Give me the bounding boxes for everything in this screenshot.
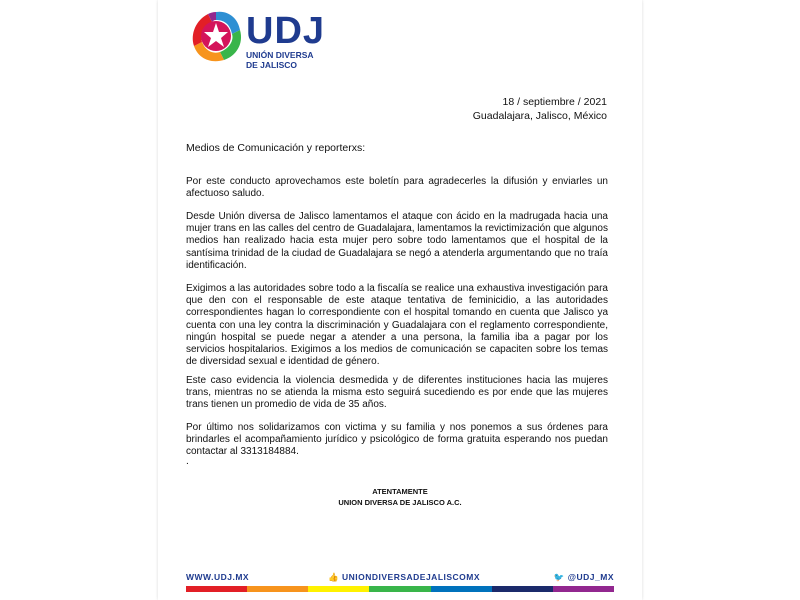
- paragraph-5: [186, 422, 608, 459]
- paragraph-text: Exigimos a las autoridades sobre todo a la fiscalía se realice una exhaustiva investigación para que den con el responsable de este ataque tentativa de feminicidio, a las autoridades correspondientes hagan lo correspondiente con el hospital tomando en cuenta que Jalisco ya cuenta con una ley contra la discriminación y Guadalajara con el reglamento correspondiente, ningún hospital se puede negar a atender a una persona, la familia iba a pagar por los servicios hospitalarios. Exigimos a los medios de comunicación se capaciten sobre los temas de diversidad sexual e identidad de género.: [186, 283, 608, 368]
- paragraph-3: [186, 283, 608, 368]
- closing: ATENTAMENTE: [372, 487, 428, 496]
- paragraph-text: Por este conducto aprovechamos este boletín para agradecerles la difusión y enviarles un afectuoso saludo.: [186, 176, 608, 200]
- rainbow-stripe: [186, 586, 247, 592]
- rainbow-stripe: [431, 586, 492, 592]
- paragraph-text: Desde Unión diversa de Jalisco lamentamos el ataque con ácido en la madrugada hacia una mujer trans en las calles del centro de Guadalajara, lamentamos la revictimización que algunos medios han realizado hacia esta mujer pero sobre todo lamentamos que el hospital de la santísima trinidad de la ciudad de Guadalajara se negó a atenderla argumentando que no traía identificación.: [186, 211, 608, 271]
- star-flower-logo-icon: [188, 8, 244, 64]
- letter-page: [158, 0, 642, 600]
- paragraph-2: [186, 211, 608, 272]
- paragraph-text: Este caso evidencia la violencia desmedida y de diferentes instituciones hacia las mujeres trans, mientras no se atienda la misma esto seguirá sucediendo es por ende que las mujeres trans tienen un promedio de vida de 35 años.: [186, 375, 608, 411]
- facebook-handle: UNIONDIVERSADEJALISCOMX: [341, 572, 481, 582]
- udj-logo: [188, 8, 338, 70]
- logo-subtitle-line2: DE JALISCO: [246, 60, 298, 70]
- rainbow-stripe: [369, 586, 430, 592]
- paragraph-4: [186, 375, 608, 412]
- letter-place: Guadalajara, Jalisco, México: [472, 110, 607, 122]
- twitter-link[interactable]: [554, 572, 614, 583]
- salutation: Medios de Comunicación y reporterxs:: [186, 142, 366, 154]
- letter-date: 18 / septiembre / 2021: [502, 96, 607, 108]
- twitter-handle: @UDJ_MX: [567, 572, 614, 582]
- logo-text: [246, 12, 325, 70]
- facebook-link[interactable]: [328, 572, 480, 583]
- rainbow-stripe: [492, 586, 553, 592]
- logo-subtitle-line1: UNIÓN DIVERSA: [246, 50, 314, 60]
- bird-icon: 🐦: [553, 572, 565, 582]
- rainbow-stripe: [308, 586, 369, 592]
- date-place: [473, 95, 607, 123]
- rainbow-stripe: [247, 586, 308, 592]
- rainbow-bar: [186, 586, 614, 592]
- website-link[interactable]: WWW.UDJ.MX: [186, 572, 250, 582]
- thumbs-up-icon: 👍: [328, 572, 340, 582]
- paragraph-1: [186, 176, 608, 200]
- paragraph-text: Por último nos solidarizamos con victima y su familia y nos ponemos a sus órdenes para brindarles el acompañamiento jurídico y psicológico de forma gratuita esperando nos puedan contactar al 3313184884.: [186, 422, 608, 458]
- rainbow-stripe: [553, 586, 614, 592]
- trailing-mark: .: [186, 456, 189, 467]
- logo-wordmark: UDJ: [246, 10, 326, 52]
- signatory: UNION DIVERSA DE JALISCO A.C.: [338, 498, 462, 507]
